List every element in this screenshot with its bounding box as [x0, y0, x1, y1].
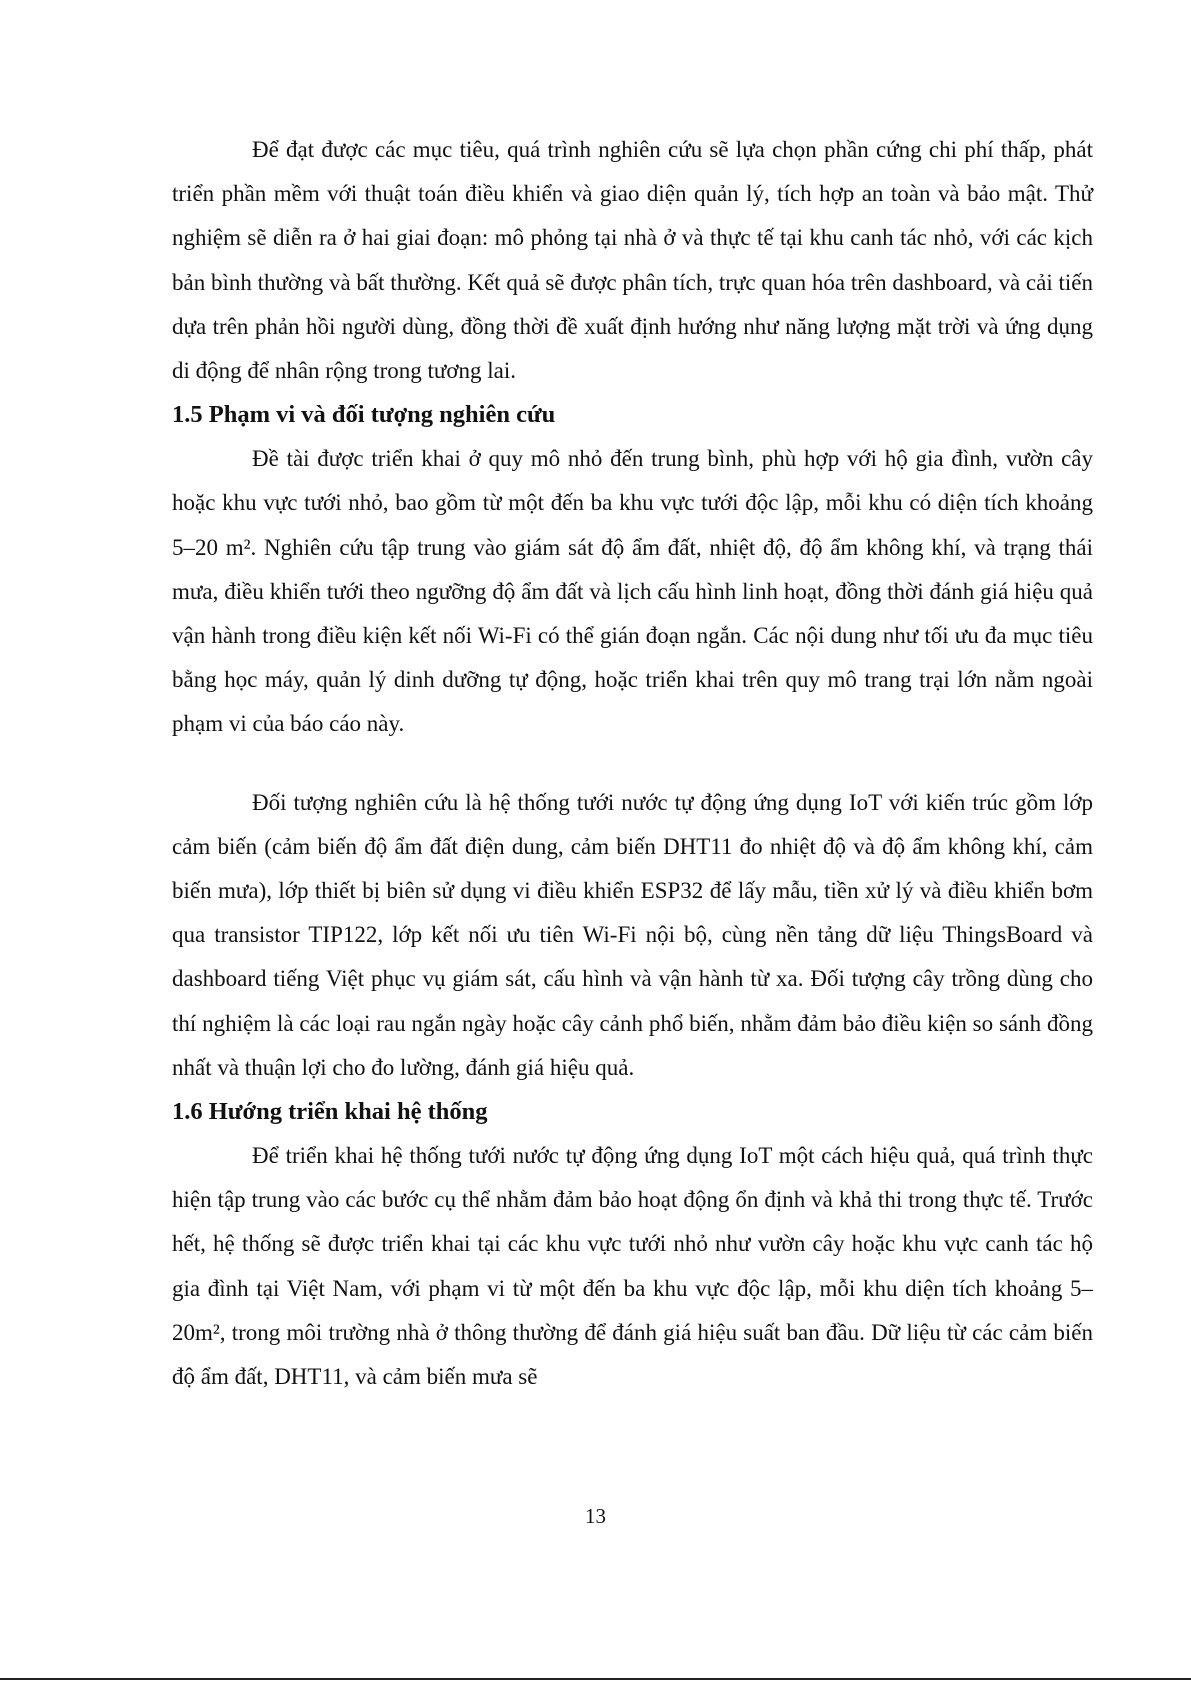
paragraph-research-object: Đối tượng nghiên cứu là hệ thống tưới nước tự động ứng dụng IoT với kiến trúc gồm lớp cảm biến (cảm biến độ ẩm đất điện dung, cảm biến DHT11 đo nhiệt độ và độ ẩm không khí, cảm biến mưa), lớp thiết bị biên sử dụng vi điều khiển ESP32 để lấy mẫu, tiền xử lý và điều khiển bơm qua transistor TIP122, lớp kết nối ưu tiên Wi-Fi nội bộ, cùng nền tảng dữ liệu ThingsBoard và dashboard tiếng Việt phục vụ giám sát, cấu hình và vận hành từ xa. Đối tượng cây trồng dùng cho thí nghiệm là các loại rau ngắn ngày hoặc cây cảnh phổ biến, nhằm đảm bảo điều kiện so sánh đồng nhất và thuận lợi cho đo lường, đánh giá hiệu quả.	[172, 789, 1093, 1080]
paragraph-deployment: Để triển khai hệ thống tưới nước tự động ứng dụng IoT một cách hiệu quả, quá trình thực hiện tập trung vào các bước cụ thể nhằm đảm bảo hoạt động ổn định và khả thi trong thực tế. Trước hết, hệ thống sẽ được triển khai tại các khu vực tưới nhỏ như vườn cây hoặc khu vực canh tác hộ gia đình tại Việt Nam, với phạm vi từ một đến ba khu vực độc lập, mỗi khu diện tích khoảng 5–20m², trong môi trường nhà ở thông thường để đánh giá hiệu suất ban đầu. Dữ liệu từ các cảm biến độ ẩm đất, DHT11, và cảm biến mưa sẽ	[172, 1143, 1093, 1390]
page-body	[172, 128, 1093, 1399]
paragraph-scope: Đề tài được triển khai ở quy mô nhỏ đến trung bình, phù hợp với hộ gia đình, vườn cây hoặc khu vực tưới nhỏ, bao gồm từ một đến ba khu vực tưới độc lập, mỗi khu có diện tích khoảng 5–20 m². Nghiên cứu tập trung vào giám sát độ ẩm đất, nhiệt độ, độ ẩm không khí, và trạng thái mưa, điều khiển tưới theo ngưỡng độ ẩm đất và lịch cấu hình linh hoạt, đồng thời đánh giá hiệu quả vận hành trong điều kiện kết nối Wi-Fi có thể gián đoạn ngắn. Các nội dung như tối ưu đa mục tiêu bằng học máy, quản lý dinh dưỡng tự động, hoặc triển khai trên quy mô trang trại lớn nằm ngoài phạm vi của báo cáo này.	[172, 446, 1093, 737]
bottom-divider	[0, 1678, 1191, 1680]
paragraph-research-process: Để đạt được các mục tiêu, quá trình nghiên cứu sẽ lựa chọn phần cứng chi phí thấp, phát triển phần mềm với thuật toán điều khiển và giao diện quản lý, tích hợp an toàn và bảo mật. Thử nghiệm sẽ diễn ra ở hai giai đoạn: mô phỏng tại nhà ở và thực tế tại khu canh tác nhỏ, với các kịch bản bình thường và bất thường. Kết quả sẽ được phân tích, trực quan hóa trên dashboard, và cải tiến dựa trên phản hồi người dùng, đồng thời đề xuất định hướng như năng lượng mặt trời và ứng dụng di động để nhân rộng trong tương lai.	[172, 137, 1093, 384]
page-number: 13	[585, 1504, 606, 1528]
heading-scope-and-objects: 1.5 Phạm vi và đối tượng nghiên cứu	[172, 401, 556, 429]
heading-deployment-direction: 1.6 Hướng triển khai hệ thống	[172, 1098, 488, 1126]
